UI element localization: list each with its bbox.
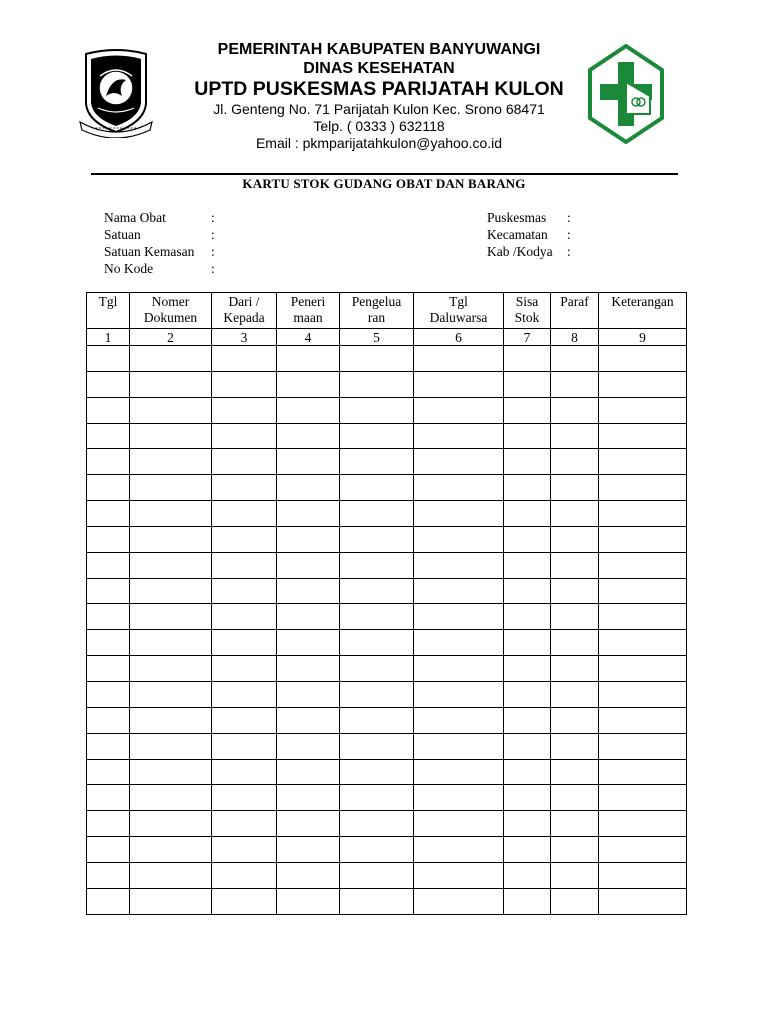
table-cell[interactable]	[551, 346, 599, 372]
table-cell[interactable]	[414, 501, 504, 527]
table-row	[87, 707, 687, 733]
table-cell[interactable]	[212, 656, 277, 682]
table-cell[interactable]	[212, 397, 277, 423]
table-body	[87, 346, 687, 915]
address: Jl. Genteng No. 71 Parijatah Kulon Kec. Srono 68471	[213, 101, 545, 117]
column-header-row	[87, 293, 687, 329]
table-cell[interactable]	[87, 707, 130, 733]
field-separator: :	[211, 210, 215, 225]
table-cell[interactable]	[599, 449, 687, 475]
table-cell[interactable]	[212, 707, 277, 733]
column-number: 4	[277, 329, 340, 346]
field-separator: :	[567, 210, 571, 225]
column-number: 3	[212, 329, 277, 346]
letterhead	[0, 0, 768, 170]
table-cell[interactable]	[277, 888, 340, 914]
table-cell[interactable]	[277, 604, 340, 630]
table-cell[interactable]	[130, 888, 212, 914]
column-number: 1	[87, 329, 130, 346]
table-cell[interactable]	[504, 578, 551, 604]
table-cell[interactable]	[87, 785, 130, 811]
table-cell[interactable]	[130, 656, 212, 682]
table-cell[interactable]	[551, 707, 599, 733]
table-cell[interactable]	[87, 862, 130, 888]
column-number: 6	[414, 329, 504, 346]
table-cell[interactable]	[599, 656, 687, 682]
table-cell[interactable]	[599, 707, 687, 733]
table-cell[interactable]	[414, 346, 504, 372]
table-cell[interactable]	[599, 501, 687, 527]
table-cell[interactable]	[340, 811, 414, 837]
table-row	[87, 604, 687, 630]
table-cell[interactable]	[599, 837, 687, 863]
table-cell[interactable]	[130, 526, 212, 552]
table-cell[interactable]	[340, 888, 414, 914]
table-cell[interactable]	[277, 397, 340, 423]
table-cell[interactable]	[599, 371, 687, 397]
table-cell[interactable]	[212, 371, 277, 397]
column-number: 8	[551, 329, 599, 346]
table-cell[interactable]	[599, 888, 687, 914]
table-cell[interactable]	[504, 552, 551, 578]
field-satuan-kemasan	[104, 243, 215, 260]
table-cell[interactable]	[599, 733, 687, 759]
table-cell[interactable]	[130, 423, 212, 449]
table-cell[interactable]	[87, 526, 130, 552]
table-cell[interactable]	[551, 578, 599, 604]
column-header-sisa-stok: Sisa Stok	[504, 293, 551, 329]
table-cell[interactable]	[340, 346, 414, 372]
table-cell[interactable]	[504, 681, 551, 707]
table-row	[87, 346, 687, 372]
table-cell[interactable]	[130, 578, 212, 604]
field-label: Nama Obat	[104, 210, 166, 225]
table-cell[interactable]	[414, 552, 504, 578]
table-cell[interactable]	[599, 681, 687, 707]
table-cell[interactable]	[340, 733, 414, 759]
table-cell[interactable]	[504, 604, 551, 630]
puskesmas-logo-icon	[588, 44, 664, 144]
table-row	[87, 733, 687, 759]
table-cell[interactable]	[130, 475, 212, 501]
table-cell[interactable]	[277, 707, 340, 733]
table-cell[interactable]	[87, 888, 130, 914]
table-cell[interactable]	[87, 837, 130, 863]
table-cell[interactable]	[504, 811, 551, 837]
phone: Telp. ( 0333 ) 632118	[313, 118, 445, 134]
table-cell[interactable]	[212, 785, 277, 811]
table-cell[interactable]	[551, 526, 599, 552]
table-cell[interactable]	[212, 759, 277, 785]
table-cell[interactable]	[504, 397, 551, 423]
field-label: Kab /Kodya	[487, 244, 553, 259]
fields-left	[104, 209, 215, 277]
table-cell[interactable]	[599, 397, 687, 423]
column-header-dari-kepada: Dari / Kepada	[212, 293, 277, 329]
table-row	[87, 578, 687, 604]
field-separator: :	[211, 227, 215, 242]
table-cell[interactable]	[551, 501, 599, 527]
table-cell[interactable]	[414, 475, 504, 501]
column-header-tgl-daluwarsa: Tgl Daluwarsa	[414, 293, 504, 329]
document-title: KARTU STOK GUDANG OBAT DAN BARANG	[242, 176, 526, 191]
table-cell[interactable]	[414, 707, 504, 733]
table-cell[interactable]	[414, 733, 504, 759]
table-cell[interactable]	[414, 578, 504, 604]
table-cell[interactable]	[87, 397, 130, 423]
table-cell[interactable]	[340, 759, 414, 785]
field-kab-kodya	[487, 243, 571, 260]
table-cell[interactable]	[277, 837, 340, 863]
table-cell[interactable]	[504, 630, 551, 656]
table-cell[interactable]	[551, 371, 599, 397]
table-cell[interactable]	[551, 785, 599, 811]
field-label: Satuan	[104, 227, 141, 242]
table-cell[interactable]	[340, 526, 414, 552]
column-number: 9	[599, 329, 687, 346]
table-cell[interactable]	[504, 423, 551, 449]
table-cell[interactable]	[212, 604, 277, 630]
table-cell[interactable]	[551, 604, 599, 630]
field-separator: :	[211, 261, 215, 276]
table-cell[interactable]	[87, 604, 130, 630]
table-cell[interactable]	[551, 552, 599, 578]
field-label: Satuan Kemasan	[104, 244, 195, 259]
table-cell[interactable]	[87, 423, 130, 449]
table-cell[interactable]	[277, 423, 340, 449]
table-cell[interactable]	[504, 449, 551, 475]
table-cell[interactable]	[87, 811, 130, 837]
table-row	[87, 397, 687, 423]
field-puskesmas	[487, 209, 571, 226]
table-cell[interactable]	[414, 604, 504, 630]
government-name: PEMERINTAH KABUPATEN BANYUWANGI	[217, 41, 541, 58]
table-cell[interactable]	[340, 423, 414, 449]
column-header-paraf: Paraf	[551, 293, 599, 329]
table-cell[interactable]	[277, 785, 340, 811]
table-cell[interactable]	[599, 630, 687, 656]
table-cell[interactable]	[414, 371, 504, 397]
field-separator: :	[211, 244, 215, 259]
column-number: 2	[130, 329, 212, 346]
table-cell[interactable]	[599, 346, 687, 372]
fields-right	[487, 209, 571, 260]
table-cell[interactable]	[504, 888, 551, 914]
table-cell[interactable]	[340, 837, 414, 863]
table-cell[interactable]	[414, 785, 504, 811]
field-separator: :	[567, 227, 571, 242]
column-header-tgl: Tgl	[87, 293, 130, 329]
table-cell[interactable]	[212, 501, 277, 527]
table-cell[interactable]	[340, 656, 414, 682]
table-cell[interactable]	[504, 837, 551, 863]
table-cell[interactable]	[551, 449, 599, 475]
table-row	[87, 501, 687, 527]
table-cell[interactable]	[551, 397, 599, 423]
table-cell[interactable]	[87, 501, 130, 527]
table-cell[interactable]	[87, 578, 130, 604]
table-cell[interactable]	[87, 733, 130, 759]
table-cell[interactable]	[277, 526, 340, 552]
table-cell[interactable]	[551, 733, 599, 759]
table-cell[interactable]	[87, 681, 130, 707]
table-cell[interactable]	[340, 475, 414, 501]
column-header-nomer-dokumen: Nomer Dokumen	[130, 293, 212, 329]
table-cell[interactable]	[414, 526, 504, 552]
table-cell[interactable]	[551, 888, 599, 914]
table-row	[87, 526, 687, 552]
table-cell[interactable]	[130, 371, 212, 397]
table-cell[interactable]	[130, 785, 212, 811]
table-cell[interactable]	[340, 501, 414, 527]
table-cell[interactable]	[87, 371, 130, 397]
table-cell[interactable]	[277, 552, 340, 578]
table-cell[interactable]	[340, 578, 414, 604]
table-row	[87, 837, 687, 863]
table-cell[interactable]	[340, 604, 414, 630]
table-row	[87, 862, 687, 888]
table-cell[interactable]	[277, 449, 340, 475]
table-row	[87, 785, 687, 811]
department-name: DINAS KESEHATAN	[303, 60, 455, 77]
header-rule	[91, 173, 678, 175]
field-separator: :	[567, 244, 571, 259]
table-cell[interactable]	[212, 733, 277, 759]
table-cell[interactable]	[340, 397, 414, 423]
table-cell[interactable]	[551, 811, 599, 837]
table-row	[87, 423, 687, 449]
table-cell[interactable]	[212, 578, 277, 604]
field-label: Kecamatan	[487, 227, 548, 242]
column-header-pengeluaran: Pengelua ran	[340, 293, 414, 329]
table-cell[interactable]	[551, 759, 599, 785]
table-cell[interactable]	[504, 785, 551, 811]
table-cell[interactable]	[414, 449, 504, 475]
table-cell[interactable]	[277, 862, 340, 888]
table-cell[interactable]	[130, 707, 212, 733]
table-cell[interactable]	[277, 630, 340, 656]
table-cell[interactable]	[212, 423, 277, 449]
table-cell[interactable]	[599, 526, 687, 552]
table-cell[interactable]	[414, 681, 504, 707]
table-cell[interactable]	[130, 552, 212, 578]
table-cell[interactable]	[277, 371, 340, 397]
letterhead-text	[170, 40, 588, 152]
table-cell[interactable]	[130, 630, 212, 656]
field-label: No Kode	[104, 261, 154, 276]
table-cell[interactable]	[130, 604, 212, 630]
table-cell[interactable]	[504, 862, 551, 888]
table-cell[interactable]	[340, 707, 414, 733]
table-cell[interactable]	[340, 862, 414, 888]
table-cell[interactable]	[277, 733, 340, 759]
regency-seal-icon	[78, 46, 154, 138]
table-cell[interactable]	[414, 888, 504, 914]
table-cell[interactable]	[130, 862, 212, 888]
table-cell[interactable]	[87, 346, 130, 372]
table-cell[interactable]	[414, 397, 504, 423]
table-cell[interactable]	[504, 475, 551, 501]
table-cell[interactable]	[551, 423, 599, 449]
table-cell[interactable]	[504, 501, 551, 527]
table-row	[87, 811, 687, 837]
table-cell[interactable]	[277, 501, 340, 527]
table-cell[interactable]	[340, 785, 414, 811]
table-cell[interactable]	[212, 475, 277, 501]
table-cell[interactable]	[212, 888, 277, 914]
table-cell[interactable]	[212, 630, 277, 656]
institution-name: UPTD PUSKESMAS PARIJATAH KULON	[194, 78, 564, 100]
table-row	[87, 475, 687, 501]
table-cell[interactable]	[212, 837, 277, 863]
table-cell[interactable]	[551, 681, 599, 707]
table-cell[interactable]	[130, 346, 212, 372]
table-row	[87, 371, 687, 397]
table-cell[interactable]	[277, 811, 340, 837]
field-nama-obat	[104, 209, 215, 226]
table-cell[interactable]	[130, 449, 212, 475]
table-cell[interactable]	[130, 501, 212, 527]
table-row	[87, 552, 687, 578]
table-cell[interactable]	[277, 656, 340, 682]
table-cell[interactable]	[551, 475, 599, 501]
table-cell[interactable]	[414, 423, 504, 449]
table-row	[87, 681, 687, 707]
table-cell[interactable]	[599, 862, 687, 888]
table-cell[interactable]	[551, 630, 599, 656]
table-cell[interactable]	[87, 552, 130, 578]
table-cell[interactable]	[130, 733, 212, 759]
table-cell[interactable]	[130, 759, 212, 785]
table-cell[interactable]	[277, 578, 340, 604]
table-cell[interactable]	[130, 397, 212, 423]
table-cell[interactable]	[212, 811, 277, 837]
field-no-kode	[104, 260, 215, 277]
table-cell[interactable]	[504, 371, 551, 397]
table-cell[interactable]	[599, 604, 687, 630]
table-cell[interactable]	[212, 526, 277, 552]
field-kecamatan	[487, 226, 571, 243]
table-cell[interactable]	[212, 862, 277, 888]
table-cell[interactable]	[340, 552, 414, 578]
table-cell[interactable]	[340, 449, 414, 475]
stock-table	[86, 292, 687, 915]
table-cell[interactable]	[87, 656, 130, 682]
table-cell[interactable]	[414, 630, 504, 656]
table-cell[interactable]	[277, 346, 340, 372]
table-row	[87, 449, 687, 475]
table-cell[interactable]	[212, 449, 277, 475]
column-number: 5	[340, 329, 414, 346]
field-label: Puskesmas	[487, 210, 547, 225]
column-number: 7	[504, 329, 551, 346]
table-cell[interactable]	[599, 785, 687, 811]
field-satuan	[104, 226, 215, 243]
table-cell[interactable]	[414, 811, 504, 837]
table-cell[interactable]	[277, 681, 340, 707]
table-cell[interactable]	[599, 475, 687, 501]
table-cell[interactable]	[340, 681, 414, 707]
table-cell[interactable]	[130, 837, 212, 863]
table-cell[interactable]	[551, 837, 599, 863]
table-cell[interactable]	[212, 552, 277, 578]
table-cell[interactable]	[277, 759, 340, 785]
column-header-penerimaan: Peneri maan	[277, 293, 340, 329]
table-cell[interactable]	[130, 811, 212, 837]
table-row	[87, 630, 687, 656]
table-cell[interactable]	[130, 681, 212, 707]
table-cell[interactable]	[340, 630, 414, 656]
table-cell[interactable]	[599, 759, 687, 785]
table-cell[interactable]	[414, 862, 504, 888]
table-cell[interactable]	[504, 526, 551, 552]
table-cell[interactable]	[504, 707, 551, 733]
table-cell[interactable]	[551, 656, 599, 682]
table-cell[interactable]	[414, 759, 504, 785]
table-cell[interactable]	[87, 475, 130, 501]
table-cell[interactable]	[504, 656, 551, 682]
table-row	[87, 656, 687, 682]
email: Email : pkmparijatahkulon@yahoo.co.id	[255, 135, 503, 151]
table-cell[interactable]	[599, 811, 687, 837]
column-header-keterangan: Keterangan	[599, 293, 687, 329]
table-cell[interactable]	[599, 552, 687, 578]
table-cell[interactable]	[414, 837, 504, 863]
table-cell[interactable]	[551, 862, 599, 888]
table-cell[interactable]	[212, 681, 277, 707]
table-cell[interactable]	[504, 346, 551, 372]
table-cell[interactable]	[212, 346, 277, 372]
table-cell[interactable]	[504, 733, 551, 759]
table-cell[interactable]	[87, 759, 130, 785]
table-row	[87, 888, 687, 914]
table-cell[interactable]	[599, 423, 687, 449]
table-row	[87, 759, 687, 785]
table-cell[interactable]	[599, 578, 687, 604]
table-cell[interactable]	[87, 630, 130, 656]
table-cell[interactable]	[87, 449, 130, 475]
column-number-row	[87, 329, 687, 346]
table-cell[interactable]	[504, 759, 551, 785]
table-cell[interactable]	[277, 475, 340, 501]
table-cell[interactable]	[414, 656, 504, 682]
table-cell[interactable]	[340, 371, 414, 397]
